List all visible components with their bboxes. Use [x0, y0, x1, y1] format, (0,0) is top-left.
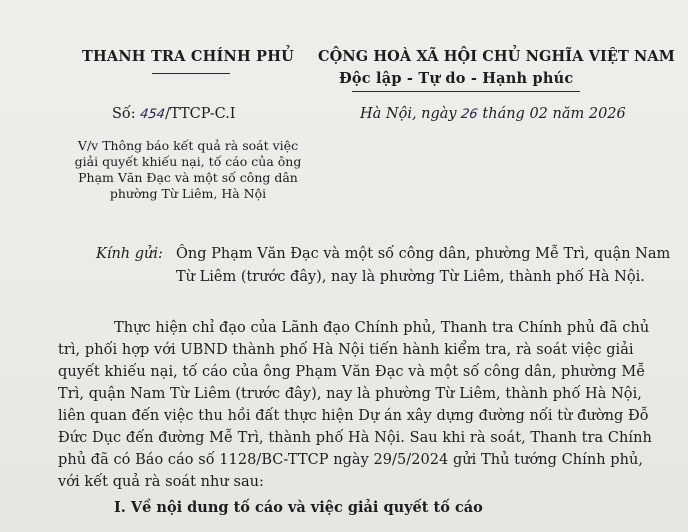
place-and-date: [360, 106, 626, 122]
subject-line: Phạm Văn Đạc và một số công dân: [78, 170, 298, 185]
subject-line: V/v Thông báo kết quả rà soát việc: [77, 138, 299, 153]
date-day-handwritten: 26: [460, 107, 479, 122]
recipient-line: Ông Phạm Văn Đạc và một số công dân, phường Mễ Trì, quận Nam: [176, 246, 671, 262]
section-heading: I. Về nội dung tố cáo và việc giải quyết tố cáo: [114, 499, 483, 516]
document-number-handwritten: 454: [139, 107, 167, 122]
body-line: phủ đã có Báo cáo số 1128/BC-TTCP ngày 29/5/2024 gửi Thủ tướng Chính phủ,: [58, 452, 644, 468]
agency-underline: [152, 73, 230, 74]
date-prefix: Hà Nội, ngày: [360, 106, 462, 122]
recipient-line: Từ Liêm (trước đây), nay là phường Từ Liêm, thành phố Hà Nội.: [176, 269, 645, 285]
body-line: Thực hiện chỉ đạo của Lãnh đạo Chính phủ, Thanh tra Chính phủ đã chủ: [114, 320, 650, 336]
date-suffix: tháng 02 năm 2026: [477, 106, 626, 122]
issuing-agency: THANH TRA CHÍNH PHỦ: [82, 48, 294, 65]
recipient-label: Kính gửi:: [96, 246, 163, 262]
subject-line: phường Từ Liêm, Hà Nội: [109, 186, 267, 201]
national-title: CỘNG HOÀ XÃ HỘI CHỦ NGHĨA VIỆT NAM: [318, 48, 675, 65]
document-number-suffix: /TTCP-C.I: [165, 106, 236, 122]
body-line: quyết khiếu nại, tố cáo của ông Phạm Văn Đạc và một số công dân, phường Mễ: [58, 364, 646, 380]
document-subject: [55, 138, 321, 202]
national-motto: Độc lập - Tự do - Hạnh phúc: [339, 70, 574, 87]
body-line: với kết quả rà soát như sau:: [58, 474, 264, 490]
subject-line: giải quyết khiếu nại, tố cáo của ông: [74, 154, 302, 169]
document-number-prefix: Số:: [112, 106, 141, 122]
motto-underline: [352, 91, 580, 92]
body-line: Trì, quận Nam Từ Liêm (trước đây), nay là phường Từ Liêm, thành phố Hà Nội,: [58, 386, 642, 402]
body-line: Đức Dục đến đường Mễ Trì, thành phố Hà Nội. Sau khi rà soát, Thanh tra Chính: [58, 430, 652, 446]
document-number: [112, 106, 236, 122]
body-line: trì, phối hợp với UBND thành phố Hà Nội tiến hành kiểm tra, rà soát việc giải: [58, 342, 634, 358]
body-line: liên quan đến việc thu hồi đất thực hiện Dự án xây dựng đường nối từ đường Đỗ: [58, 408, 649, 424]
